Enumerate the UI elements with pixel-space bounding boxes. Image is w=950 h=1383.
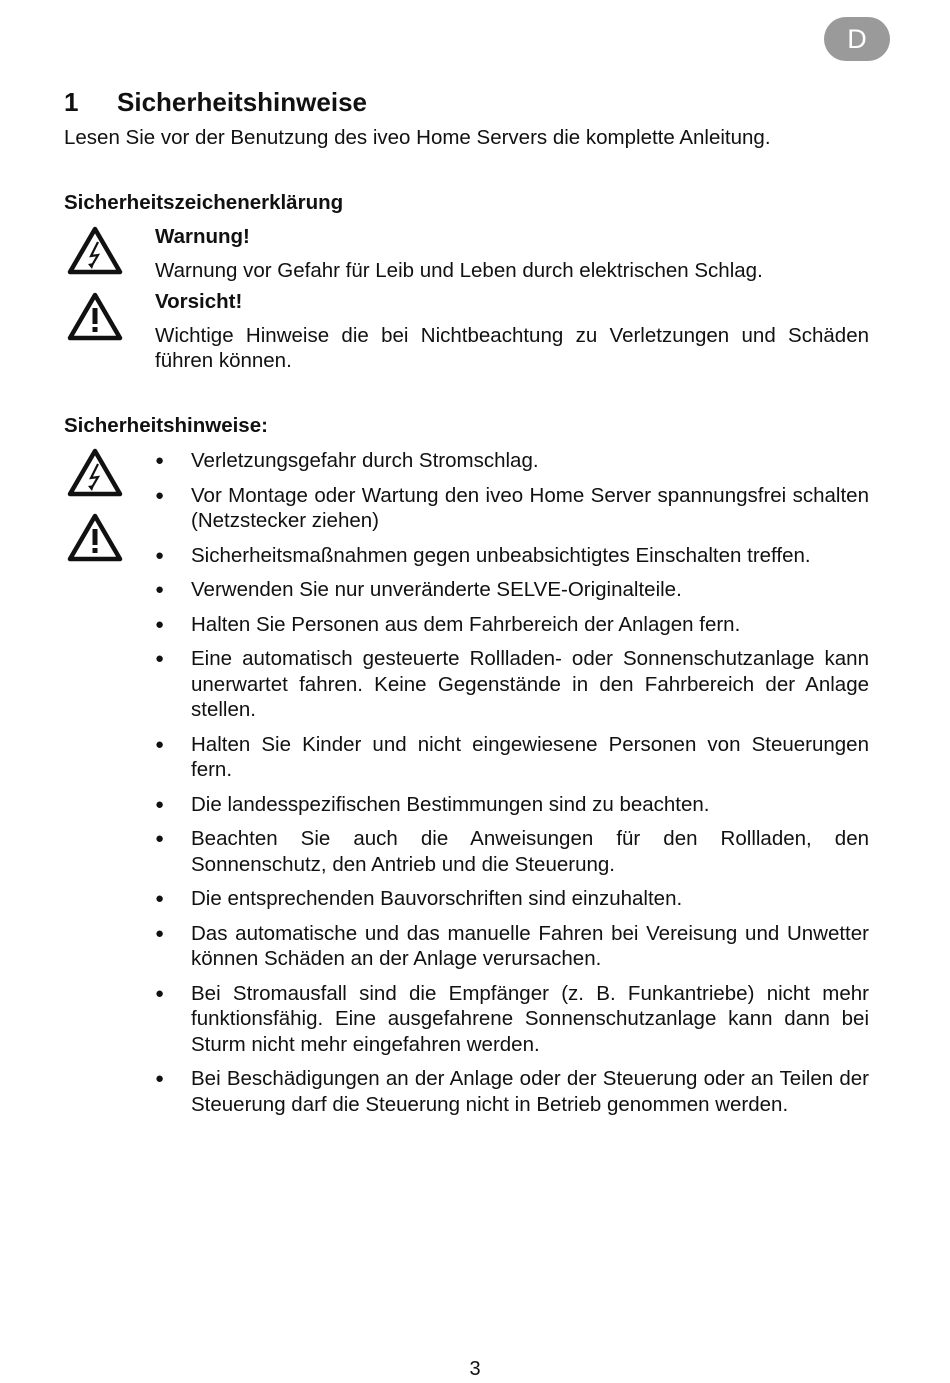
safety-list bbox=[155, 448, 869, 1126]
language-badge: D bbox=[824, 17, 890, 61]
list-item: ● Das automatische und das manuelle Fahren bei Vereisung und Unwetter können Schäden an der Anlage verursachen. bbox=[155, 921, 869, 970]
bullet-icon: ● bbox=[155, 984, 165, 1002]
section-title: Sicherheitshinweise bbox=[117, 87, 367, 117]
bullet-icon: ● bbox=[155, 650, 165, 667]
caution-text: Wichtige Hinweise die bei Nichtbeachtung zu Verletzungen und Schäden führen können. bbox=[155, 324, 869, 372]
list-item: ● Verletzungsgefahr durch Stromschlag. bbox=[155, 449, 539, 472]
bullet-icon: ● bbox=[155, 924, 165, 942]
bullet-icon: ● bbox=[155, 452, 165, 469]
electric-shock-warning-icon bbox=[67, 448, 123, 498]
caution-title: Vorsicht! bbox=[155, 290, 243, 313]
intro-text: Lesen Sie vor der Benutzung des iveo Home Servers die komplette Anleitung. bbox=[64, 126, 771, 149]
list-item: ● Halten Sie Kinder und nicht eingewiesene Personen von Steuerungen fern. bbox=[155, 732, 869, 781]
list-item: ● Vor Montage oder Wartung den iveo Home Server spannungsfrei schalten (Netzstecker ziehen) bbox=[155, 483, 869, 532]
symbols-heading: Sicherheitszeichenerklärung bbox=[64, 191, 344, 214]
list-item: ● Eine automatisch gesteuerte Rollladen- oder Sonnenschutzanlage kann unerwartet fahren. Keine Gegenstände in den Fahrbereich der Anlage stellen. bbox=[155, 647, 869, 721]
list-item: ● Bei Beschädigungen an der Anlage oder der Steuerung oder an Teilen der Steuerung darf die Steuerung nicht in Betrieb genommen werden. bbox=[155, 1067, 869, 1116]
list-item: ● Beachten Sie auch die Anweisungen für den Rollladen, den Sonnenschutz, den Antrieb und die Steuerung. bbox=[155, 827, 869, 876]
bullet-icon: ● bbox=[155, 830, 165, 847]
bullet-icon: ● bbox=[155, 890, 165, 907]
bullet-icon: ● bbox=[155, 581, 165, 598]
exclamation-warning-icon bbox=[67, 513, 123, 563]
bullet-icon: ● bbox=[155, 795, 165, 813]
bullet-icon: ● bbox=[155, 486, 165, 504]
list-item: ● Die landesspezifischen Bestimmungen sind zu beachten. bbox=[155, 792, 710, 816]
list-item: ● Bei Stromausfall sind die Empfänger (z. B. Funkantriebe) nicht mehr funktionsfähig. Eine ausgefahrene Sonnenschutzanlage kann dann bei Sturm nicht mehr eingefahren werden. bbox=[155, 981, 869, 1056]
page-number: 3 bbox=[469, 1358, 481, 1380]
electric-shock-warning-icon bbox=[67, 226, 123, 276]
section-number: 1 bbox=[64, 87, 79, 117]
bullet-icon: ● bbox=[155, 735, 165, 753]
warning-text: Warnung vor Gefahr für Leib und Leben durch elektrischen Schlag. bbox=[155, 259, 763, 282]
list-item: ● Verwenden Sie nur unveränderte SELVE-Originalteile. bbox=[155, 578, 682, 601]
bullet-icon: ● bbox=[155, 615, 165, 633]
exclamation-warning-icon bbox=[67, 292, 123, 342]
bullet-icon: ● bbox=[155, 1070, 165, 1087]
safety-heading: Sicherheitshinweise: bbox=[64, 414, 268, 437]
list-item: ● Die entsprechenden Bauvorschriften sind einzuhalten. bbox=[155, 887, 683, 910]
warning-title: Warnung! bbox=[155, 225, 250, 248]
section-heading bbox=[64, 86, 367, 118]
bullet-icon: ● bbox=[155, 546, 165, 564]
list-item: ● Sicherheitsmaßnahmen gegen unbeabsichtigtes Einschalten treffen. bbox=[155, 543, 811, 567]
list-item: ● Halten Sie Personen aus dem Fahrbereich der Anlagen fern. bbox=[155, 612, 741, 636]
